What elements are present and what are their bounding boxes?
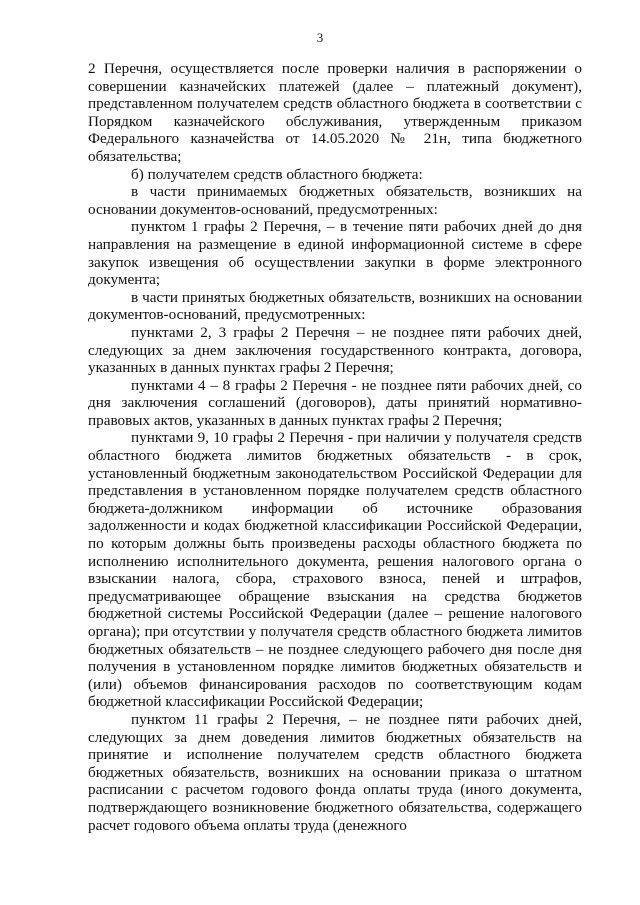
paragraph: 2 Перечня, осуществляется после проверки наличия в распоряжении о совершении казначейских платежей (далее – платежный документ), представленном получателем средств областного бюджета в соответствии с Порядком казначейского обслуживания, утвержденным приказом Федерального казначейства от 14.05.2020 № 21н, типа бюджетного обязательства; bbox=[88, 60, 582, 165]
paragraph: в части принимаемых бюджетных обязательств, возникших на основании документов-оснований, предусмотренных: bbox=[88, 183, 582, 218]
paragraph: пунктом 11 графы 2 Перечня, – не позднее пяти рабочих дней, следующих за днем доведения лимитов бюджетных обязательств на принятие и исполнение получателем средств областного бюджета бюджетных обязательств, возникших на основании приказа о штатном расписании с расчетом годового фонда оплаты труда (иного документа, подтверждающего возникновение бюджетного обязательства, содержащего расчет годового объема оплаты труда (денежного bbox=[88, 710, 582, 834]
document-body bbox=[88, 60, 582, 834]
page-number: 3 bbox=[316, 30, 324, 45]
paragraph: пунктами 4 – 8 графы 2 Перечня - не позднее пяти рабочих дней, со дня заключения соглашений (договоров), даты принятий нормативно-правовых актов, указанных в данных пунктах графы 2 Перечня; bbox=[88, 376, 582, 429]
paragraph: б) получателем средств областного бюджета: bbox=[131, 165, 423, 183]
paragraph: пунктами 9, 10 графы 2 Перечня - при наличии у получателя средств областного бюджета лимитов бюджетных обязательств - в срок, установленный бюджетным законодательством Российской Федерации для представления в установленном порядке получателем средств областного бюджета-должником информации об источнике образования задолженности и кодах бюджетной классификации Российской Федерации, по которым должны быть произведены расходы областного бюджета по исполнению исполнительного документа, решения налогового органа о взыскании налога, сбора, страхового взноса, пеней и штрафов, предусматривающее обращение взыскания на средства бюджетов бюджетной системы Российской Федерации (далее – решение налогового органа); при отсутствии у получателя средств областного бюджета лимитов бюджетных обязательств – не позднее следующего рабочего дня после дня получения в установленном порядке лимитов бюджетных обязательств и (или) объемов финансирования расходов по соответствующим кодам бюджетной классификации Российской Федерации; bbox=[88, 429, 582, 711]
paragraph: пунктом 1 графы 2 Перечня, – в течение пяти рабочих дней до дня направления на размещение в единой информационной системе в сфере закупок извещения об осуществлении закупки в форме электронного документа; bbox=[88, 218, 582, 289]
paragraph: в части принятых бюджетных обязательств, возникших на основании документов-оснований, предусмотренных: bbox=[88, 288, 582, 324]
paragraph: пунктами 2, 3 графы 2 Перечня – не позднее пяти рабочих дней, следующих за днем заключения государственного контракта, договора, указанных в данных пунктах графы 2 Перечня; bbox=[88, 323, 582, 377]
